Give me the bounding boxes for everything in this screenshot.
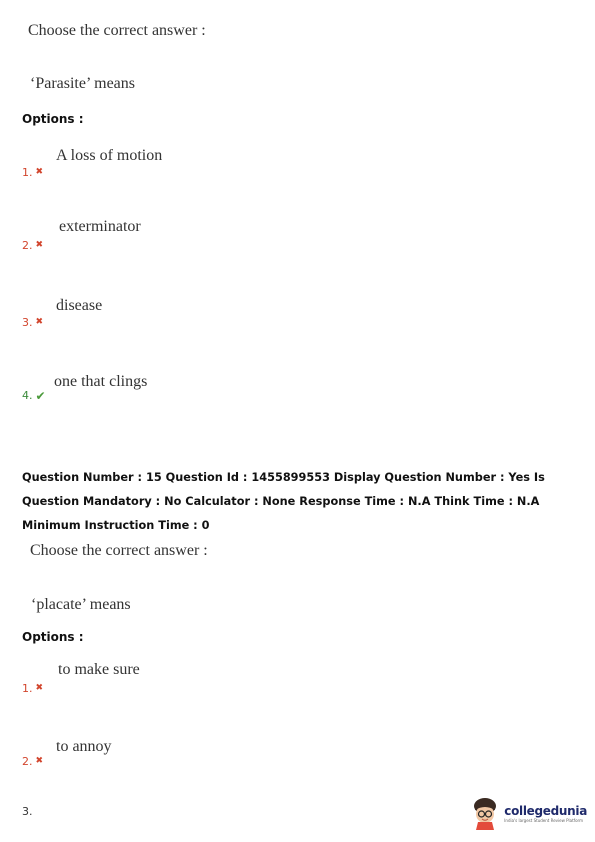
question-instruction: Choose the correct answer : — [30, 542, 208, 559]
option-number: 3. ✖ — [22, 316, 44, 329]
options-label: Options : — [22, 112, 84, 126]
option-text: A loss of motion — [56, 147, 163, 164]
option-text: one that clings — [54, 373, 148, 390]
question-instruction: Choose the correct answer : — [28, 22, 206, 39]
option-number: 1. ✖ — [22, 166, 44, 179]
option-number: 3. — [22, 805, 33, 818]
cross-icon: ✖ — [35, 240, 44, 250]
cross-icon: ✖ — [35, 756, 44, 766]
question-meta: Question Number : 15 Question Id : 1455899553 Display Question Number : Yes Is Question Mandatory : No Calculator : None Response Time : N.A Think Time : N.A Minimum Instruction Time : 0 — [22, 471, 545, 532]
question-stem: ‘Parasite’ means — [30, 75, 135, 92]
option-text: to make sure — [58, 661, 140, 678]
brand-name: collegedunia — [504, 803, 587, 818]
option-number: 1. ✖ — [22, 682, 44, 695]
brand-tagline: India's largest Student Review Platform — [504, 817, 584, 823]
mascot-icon — [470, 796, 500, 830]
option-text: disease — [56, 297, 103, 314]
option-text: to annoy — [56, 738, 112, 755]
cross-icon: ✖ — [35, 683, 44, 693]
option-text: exterminator — [59, 218, 141, 235]
question-stem: ‘placate’ means — [31, 596, 131, 613]
check-icon: ✔ — [35, 388, 46, 403]
option-number: 2. ✖ — [22, 755, 44, 768]
option-number: 4. ✔ — [22, 388, 46, 403]
option-number: 2. ✖ — [22, 239, 44, 252]
brand-logo — [470, 796, 587, 830]
cross-icon: ✖ — [35, 317, 44, 327]
options-label: Options : — [22, 630, 84, 644]
cross-icon: ✖ — [35, 167, 44, 177]
